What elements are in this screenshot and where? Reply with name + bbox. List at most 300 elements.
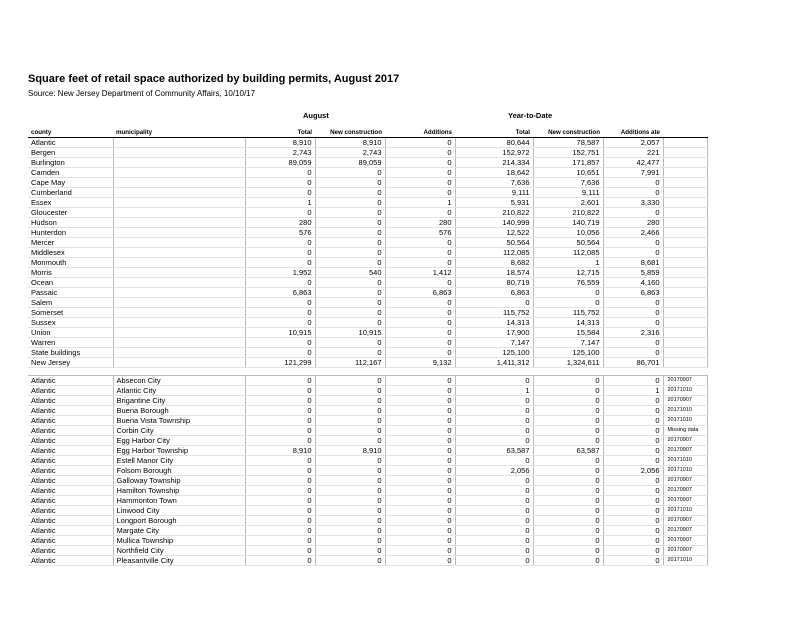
cell-county: Atlantic bbox=[28, 475, 113, 485]
cell-note bbox=[663, 177, 707, 187]
cell-municipality: Buena Borough bbox=[113, 405, 245, 415]
col-header-ytd-new: New construction bbox=[533, 127, 603, 137]
cell-aug-additions: 0 bbox=[385, 337, 455, 347]
cell-ytd-total: 80,719 bbox=[455, 277, 533, 287]
col-header-municipality: municipality bbox=[113, 127, 245, 137]
cell-ytd-additions: 0 bbox=[603, 187, 663, 197]
cell-county: Cape May bbox=[28, 177, 113, 187]
municipal-row bbox=[28, 465, 707, 475]
county-row bbox=[28, 267, 707, 277]
cell-aug-additions: 0 bbox=[385, 137, 455, 147]
retail-space-table bbox=[28, 127, 708, 566]
cell-ytd-new: 0 bbox=[533, 287, 603, 297]
cell-ytd-additions: 0 bbox=[603, 317, 663, 327]
cell-ytd-new: 0 bbox=[533, 465, 603, 475]
cell-county: Sussex bbox=[28, 317, 113, 327]
cell-municipality bbox=[113, 297, 245, 307]
cell-ytd-additions: 0 bbox=[603, 237, 663, 247]
cell-aug-additions: 9,132 bbox=[385, 357, 455, 367]
cell-aug-additions: 0 bbox=[385, 485, 455, 495]
cell-municipality: Estell Manor City bbox=[113, 455, 245, 465]
cell-aug-total: 0 bbox=[245, 247, 315, 257]
cell-note bbox=[663, 247, 707, 257]
cell-note bbox=[663, 147, 707, 157]
cell-ytd-new: 9,111 bbox=[533, 187, 603, 197]
cell-note: 20170907 bbox=[663, 485, 707, 495]
cell-ytd-new: 171,857 bbox=[533, 157, 603, 167]
cell-aug-new: 0 bbox=[315, 395, 385, 405]
county-row bbox=[28, 157, 707, 167]
cell-ytd-additions: 0 bbox=[603, 505, 663, 515]
cell-aug-total: 0 bbox=[245, 395, 315, 405]
cell-aug-total: 6,863 bbox=[245, 287, 315, 297]
cell-aug-total: 0 bbox=[245, 167, 315, 177]
cell-note bbox=[663, 287, 707, 297]
county-row bbox=[28, 327, 707, 337]
cell-note bbox=[663, 267, 707, 277]
cell-note: 20170907 bbox=[663, 515, 707, 525]
cell-ytd-new: 0 bbox=[533, 505, 603, 515]
cell-aug-total: 121,299 bbox=[245, 357, 315, 367]
cell-aug-additions: 0 bbox=[385, 495, 455, 505]
cell-county: Atlantic bbox=[28, 137, 113, 147]
cell-county: Atlantic bbox=[28, 395, 113, 405]
cell-county: Atlantic bbox=[28, 405, 113, 415]
cell-note: 20170907 bbox=[663, 375, 707, 385]
cell-aug-new: 0 bbox=[315, 187, 385, 197]
cell-ytd-additions: 0 bbox=[603, 435, 663, 445]
cell-county: Atlantic bbox=[28, 445, 113, 455]
cell-aug-additions: 0 bbox=[385, 237, 455, 247]
col-header-aug-additions: Additions bbox=[385, 127, 455, 137]
cell-ytd-additions: 0 bbox=[603, 425, 663, 435]
county-row bbox=[28, 297, 707, 307]
cell-note: 20170907 bbox=[663, 495, 707, 505]
municipal-row bbox=[28, 475, 707, 485]
cell-note bbox=[663, 227, 707, 237]
cell-aug-additions: 0 bbox=[385, 385, 455, 395]
section-spacer bbox=[28, 367, 707, 375]
cell-ytd-total: 0 bbox=[455, 395, 533, 405]
cell-aug-total: 0 bbox=[245, 465, 315, 475]
cell-ytd-additions: 0 bbox=[603, 297, 663, 307]
cell-aug-total: 0 bbox=[245, 475, 315, 485]
cell-aug-additions: 0 bbox=[385, 177, 455, 187]
cell-aug-additions: 0 bbox=[385, 425, 455, 435]
municipal-row bbox=[28, 425, 707, 435]
cell-ytd-additions: 42,477 bbox=[603, 157, 663, 167]
cell-aug-total: 0 bbox=[245, 385, 315, 395]
cell-ytd-new: 63,587 bbox=[533, 445, 603, 455]
cell-aug-new: 0 bbox=[315, 177, 385, 187]
cell-aug-additions: 0 bbox=[385, 465, 455, 475]
cell-aug-additions: 0 bbox=[385, 347, 455, 357]
cell-note bbox=[663, 167, 707, 177]
cell-aug-total: 10,915 bbox=[245, 327, 315, 337]
cell-aug-additions: 576 bbox=[385, 227, 455, 237]
cell-aug-new: 0 bbox=[315, 287, 385, 297]
col-header-county: county bbox=[28, 127, 113, 137]
cell-aug-total: 8,910 bbox=[245, 445, 315, 455]
cell-note: 20171010 bbox=[663, 465, 707, 475]
cell-county: State buildings bbox=[28, 347, 113, 357]
cell-aug-new: 0 bbox=[315, 555, 385, 565]
col-header-aug-new: New construction bbox=[315, 127, 385, 137]
cell-ytd-additions: 280 bbox=[603, 217, 663, 227]
cell-ytd-total: 7,636 bbox=[455, 177, 533, 187]
cell-municipality: Egg Harbor City bbox=[113, 435, 245, 445]
cell-municipality bbox=[113, 147, 245, 157]
cell-aug-additions: 0 bbox=[385, 147, 455, 157]
cell-ytd-total: 5,931 bbox=[455, 197, 533, 207]
cell-ytd-additions: 86,701 bbox=[603, 357, 663, 367]
cell-ytd-new: 0 bbox=[533, 545, 603, 555]
county-row bbox=[28, 317, 707, 327]
cell-ytd-new: 0 bbox=[533, 455, 603, 465]
cell-county: Union bbox=[28, 327, 113, 337]
cell-county: Atlantic bbox=[28, 415, 113, 425]
cell-ytd-new: 14,313 bbox=[533, 317, 603, 327]
cell-municipality: Folsom Borough bbox=[113, 465, 245, 475]
cell-ytd-total: 1,411,312 bbox=[455, 357, 533, 367]
county-row bbox=[28, 357, 707, 367]
cell-aug-additions: 0 bbox=[385, 545, 455, 555]
county-row bbox=[28, 197, 707, 207]
cell-note bbox=[663, 237, 707, 247]
municipal-row bbox=[28, 445, 707, 455]
cell-municipality: Egg Harbor Township bbox=[113, 445, 245, 455]
cell-county: Somerset bbox=[28, 307, 113, 317]
cell-aug-total: 0 bbox=[245, 347, 315, 357]
cell-county: Cumberland bbox=[28, 187, 113, 197]
cell-aug-new: 0 bbox=[315, 405, 385, 415]
cell-aug-total: 1 bbox=[245, 197, 315, 207]
cell-ytd-total: 0 bbox=[455, 505, 533, 515]
cell-note bbox=[663, 257, 707, 267]
cell-ytd-new: 0 bbox=[533, 395, 603, 405]
cell-ytd-total: 6,863 bbox=[455, 287, 533, 297]
cell-ytd-new: 0 bbox=[533, 435, 603, 445]
cell-ytd-additions: 7,991 bbox=[603, 167, 663, 177]
cell-aug-additions: 0 bbox=[385, 415, 455, 425]
cell-ytd-total: 112,085 bbox=[455, 247, 533, 257]
cell-county: Gloucester bbox=[28, 207, 113, 217]
municipal-row bbox=[28, 485, 707, 495]
cell-ytd-total: 0 bbox=[455, 455, 533, 465]
cell-municipality bbox=[113, 257, 245, 267]
cell-county: Atlantic bbox=[28, 555, 113, 565]
cell-aug-total: 0 bbox=[245, 425, 315, 435]
county-row bbox=[28, 247, 707, 257]
cell-aug-total: 0 bbox=[245, 495, 315, 505]
cell-note bbox=[663, 277, 707, 287]
cell-ytd-total: 7,147 bbox=[455, 337, 533, 347]
cell-aug-new: 0 bbox=[315, 435, 385, 445]
cell-ytd-new: 0 bbox=[533, 485, 603, 495]
cell-ytd-additions: 3,330 bbox=[603, 197, 663, 207]
cell-note: 20170907 bbox=[663, 525, 707, 535]
cell-ytd-new: 0 bbox=[533, 515, 603, 525]
cell-ytd-additions: 0 bbox=[603, 525, 663, 535]
cell-aug-new: 540 bbox=[315, 267, 385, 277]
cell-municipality bbox=[113, 307, 245, 317]
cell-aug-new: 0 bbox=[315, 425, 385, 435]
cell-municipality: Buena Vista Township bbox=[113, 415, 245, 425]
county-row bbox=[28, 337, 707, 347]
cell-ytd-total: 0 bbox=[455, 415, 533, 425]
municipal-row bbox=[28, 375, 707, 385]
cell-ytd-new: 0 bbox=[533, 525, 603, 535]
cell-aug-new: 0 bbox=[315, 197, 385, 207]
cell-aug-additions: 0 bbox=[385, 475, 455, 485]
cell-aug-total: 0 bbox=[245, 237, 315, 247]
cell-ytd-new: 0 bbox=[533, 495, 603, 505]
cell-county: Mercer bbox=[28, 237, 113, 247]
cell-ytd-total: 1 bbox=[455, 385, 533, 395]
cell-ytd-total: 50,564 bbox=[455, 237, 533, 247]
cell-aug-new: 0 bbox=[315, 347, 385, 357]
county-row bbox=[28, 147, 707, 157]
cell-note bbox=[663, 357, 707, 367]
col-header-aug-total: Total bbox=[245, 127, 315, 137]
cell-aug-total: 0 bbox=[245, 505, 315, 515]
cell-ytd-new: 12,715 bbox=[533, 267, 603, 277]
cell-aug-additions: 0 bbox=[385, 375, 455, 385]
cell-aug-additions: 0 bbox=[385, 555, 455, 565]
cell-note bbox=[663, 217, 707, 227]
cell-note bbox=[663, 137, 707, 147]
cell-municipality: Linwood City bbox=[113, 505, 245, 515]
cell-aug-new: 0 bbox=[315, 375, 385, 385]
cell-aug-additions: 0 bbox=[385, 157, 455, 167]
cell-ytd-additions: 4,160 bbox=[603, 277, 663, 287]
cell-aug-new: 2,743 bbox=[315, 147, 385, 157]
municipal-row bbox=[28, 495, 707, 505]
cell-aug-total: 0 bbox=[245, 177, 315, 187]
cell-aug-new: 0 bbox=[315, 217, 385, 227]
cell-ytd-total: 115,752 bbox=[455, 307, 533, 317]
cell-aug-total: 0 bbox=[245, 405, 315, 415]
cell-municipality bbox=[113, 287, 245, 297]
cell-county: Hudson bbox=[28, 217, 113, 227]
cell-ytd-total: 0 bbox=[455, 435, 533, 445]
cell-ytd-total: 0 bbox=[455, 485, 533, 495]
cell-ytd-new: 0 bbox=[533, 405, 603, 415]
cell-ytd-new: 0 bbox=[533, 425, 603, 435]
table-body bbox=[28, 137, 707, 565]
cell-municipality bbox=[113, 137, 245, 147]
cell-ytd-additions: 5,859 bbox=[603, 267, 663, 277]
municipal-row bbox=[28, 555, 707, 565]
cell-note bbox=[663, 317, 707, 327]
cell-aug-new: 0 bbox=[315, 415, 385, 425]
cell-county: Monmouth bbox=[28, 257, 113, 267]
cell-ytd-additions: 2,056 bbox=[603, 465, 663, 475]
cell-county: Atlantic bbox=[28, 505, 113, 515]
cell-ytd-total: 80,644 bbox=[455, 137, 533, 147]
cell-ytd-additions: 0 bbox=[603, 555, 663, 565]
cell-ytd-additions: 221 bbox=[603, 147, 663, 157]
municipal-row bbox=[28, 395, 707, 405]
cell-municipality: Absecon City bbox=[113, 375, 245, 385]
cell-municipality: Margate City bbox=[113, 525, 245, 535]
cell-aug-new: 8,910 bbox=[315, 445, 385, 455]
group-header-august: August bbox=[303, 111, 329, 120]
cell-aug-total: 2,743 bbox=[245, 147, 315, 157]
cell-note bbox=[663, 347, 707, 357]
cell-municipality: Galloway Township bbox=[113, 475, 245, 485]
cell-county: Camden bbox=[28, 167, 113, 177]
cell-aug-additions: 0 bbox=[385, 515, 455, 525]
cell-ytd-new: 50,564 bbox=[533, 237, 603, 247]
cell-county: New Jersey bbox=[28, 357, 113, 367]
cell-aug-new: 0 bbox=[315, 465, 385, 475]
cell-county: Atlantic bbox=[28, 425, 113, 435]
cell-municipality bbox=[113, 357, 245, 367]
cell-aug-additions: 0 bbox=[385, 525, 455, 535]
cell-ytd-new: 10,056 bbox=[533, 227, 603, 237]
cell-ytd-total: 8,682 bbox=[455, 257, 533, 267]
municipal-row bbox=[28, 415, 707, 425]
cell-municipality: Atlantic City bbox=[113, 385, 245, 395]
cell-ytd-new: 140,719 bbox=[533, 217, 603, 227]
cell-aug-new: 0 bbox=[315, 545, 385, 555]
cell-ytd-total: 210,822 bbox=[455, 207, 533, 217]
table-header-row bbox=[28, 127, 707, 137]
cell-ytd-total: 14,313 bbox=[455, 317, 533, 327]
cell-ytd-additions: 0 bbox=[603, 347, 663, 357]
cell-aug-new: 0 bbox=[315, 277, 385, 287]
municipal-row bbox=[28, 435, 707, 445]
cell-aug-new: 0 bbox=[315, 317, 385, 327]
cell-aug-new: 0 bbox=[315, 485, 385, 495]
cell-aug-total: 0 bbox=[245, 435, 315, 445]
cell-aug-additions: 280 bbox=[385, 217, 455, 227]
cell-ytd-additions: 0 bbox=[603, 495, 663, 505]
cell-municipality bbox=[113, 197, 245, 207]
cell-aug-new: 0 bbox=[315, 167, 385, 177]
cell-note bbox=[663, 337, 707, 347]
cell-aug-additions: 0 bbox=[385, 167, 455, 177]
county-row bbox=[28, 207, 707, 217]
cell-aug-new: 0 bbox=[315, 297, 385, 307]
col-header-ytd-additions: Additions ate bbox=[603, 127, 663, 137]
cell-municipality bbox=[113, 317, 245, 327]
cell-county: Bergen bbox=[28, 147, 113, 157]
cell-ytd-additions: 0 bbox=[603, 545, 663, 555]
cell-aug-additions: 0 bbox=[385, 445, 455, 455]
cell-county: Warren bbox=[28, 337, 113, 347]
cell-aug-total: 0 bbox=[245, 257, 315, 267]
cell-aug-additions: 0 bbox=[385, 257, 455, 267]
county-row bbox=[28, 187, 707, 197]
cell-municipality bbox=[113, 247, 245, 257]
cell-ytd-new: 7,636 bbox=[533, 177, 603, 187]
cell-ytd-total: 125,100 bbox=[455, 347, 533, 357]
cell-aug-additions: 0 bbox=[385, 455, 455, 465]
cell-county: Passaic bbox=[28, 287, 113, 297]
cell-aug-additions: 6,863 bbox=[385, 287, 455, 297]
cell-aug-new: 0 bbox=[315, 495, 385, 505]
cell-aug-additions: 0 bbox=[385, 247, 455, 257]
cell-municipality bbox=[113, 267, 245, 277]
cell-ytd-total: 9,111 bbox=[455, 187, 533, 197]
municipal-row bbox=[28, 385, 707, 395]
county-row bbox=[28, 217, 707, 227]
cell-municipality: Pleasantville City bbox=[113, 555, 245, 565]
cell-county: Morris bbox=[28, 267, 113, 277]
cell-ytd-new: 0 bbox=[533, 415, 603, 425]
cell-ytd-additions: 0 bbox=[603, 307, 663, 317]
cell-aug-additions: 0 bbox=[385, 317, 455, 327]
cell-ytd-new: 152,751 bbox=[533, 147, 603, 157]
cell-ytd-total: 12,522 bbox=[455, 227, 533, 237]
cell-aug-new: 112,167 bbox=[315, 357, 385, 367]
cell-ytd-new: 2,601 bbox=[533, 197, 603, 207]
cell-note: 20171010 bbox=[663, 415, 707, 425]
county-row bbox=[28, 277, 707, 287]
cell-aug-additions: 0 bbox=[385, 277, 455, 287]
cell-ytd-total: 0 bbox=[455, 297, 533, 307]
cell-ytd-additions: 6,863 bbox=[603, 287, 663, 297]
cell-municipality bbox=[113, 327, 245, 337]
cell-ytd-new: 0 bbox=[533, 297, 603, 307]
county-row bbox=[28, 257, 707, 267]
cell-ytd-total: 0 bbox=[455, 425, 533, 435]
cell-aug-total: 0 bbox=[245, 535, 315, 545]
cell-aug-total: 0 bbox=[245, 375, 315, 385]
cell-municipality bbox=[113, 167, 245, 177]
cell-note: 20171010 bbox=[663, 555, 707, 565]
cell-aug-new: 0 bbox=[315, 385, 385, 395]
report-source: Source: New Jersey Department of Community Affairs, 10/10/17 bbox=[28, 89, 256, 98]
cell-aug-total: 0 bbox=[245, 525, 315, 535]
municipal-row bbox=[28, 525, 707, 535]
cell-aug-new: 0 bbox=[315, 237, 385, 247]
cell-ytd-total: 18,642 bbox=[455, 167, 533, 177]
cell-aug-additions: 0 bbox=[385, 187, 455, 197]
municipal-row bbox=[28, 545, 707, 555]
cell-aug-additions: 0 bbox=[385, 327, 455, 337]
cell-county: Burlington bbox=[28, 157, 113, 167]
cell-aug-additions: 0 bbox=[385, 395, 455, 405]
cell-municipality bbox=[113, 177, 245, 187]
county-row bbox=[28, 307, 707, 317]
cell-county: Atlantic bbox=[28, 455, 113, 465]
cell-ytd-additions: 0 bbox=[603, 337, 663, 347]
cell-aug-new: 0 bbox=[315, 247, 385, 257]
cell-aug-new: 0 bbox=[315, 455, 385, 465]
cell-ytd-new: 0 bbox=[533, 375, 603, 385]
cell-ytd-new: 210,822 bbox=[533, 207, 603, 217]
cell-note bbox=[663, 307, 707, 317]
cell-municipality bbox=[113, 347, 245, 357]
cell-municipality bbox=[113, 277, 245, 287]
cell-municipality: Corbin City bbox=[113, 425, 245, 435]
cell-aug-new: 0 bbox=[315, 337, 385, 347]
cell-ytd-new: 10,651 bbox=[533, 167, 603, 177]
cell-aug-new: 0 bbox=[315, 257, 385, 267]
cell-aug-total: 0 bbox=[245, 415, 315, 425]
county-row bbox=[28, 177, 707, 187]
cell-note bbox=[663, 187, 707, 197]
cell-aug-additions: 0 bbox=[385, 505, 455, 515]
cell-ytd-new: 125,100 bbox=[533, 347, 603, 357]
cell-county: Atlantic bbox=[28, 545, 113, 555]
cell-ytd-total: 0 bbox=[455, 405, 533, 415]
cell-aug-additions: 1 bbox=[385, 197, 455, 207]
cell-ytd-additions: 0 bbox=[603, 475, 663, 485]
